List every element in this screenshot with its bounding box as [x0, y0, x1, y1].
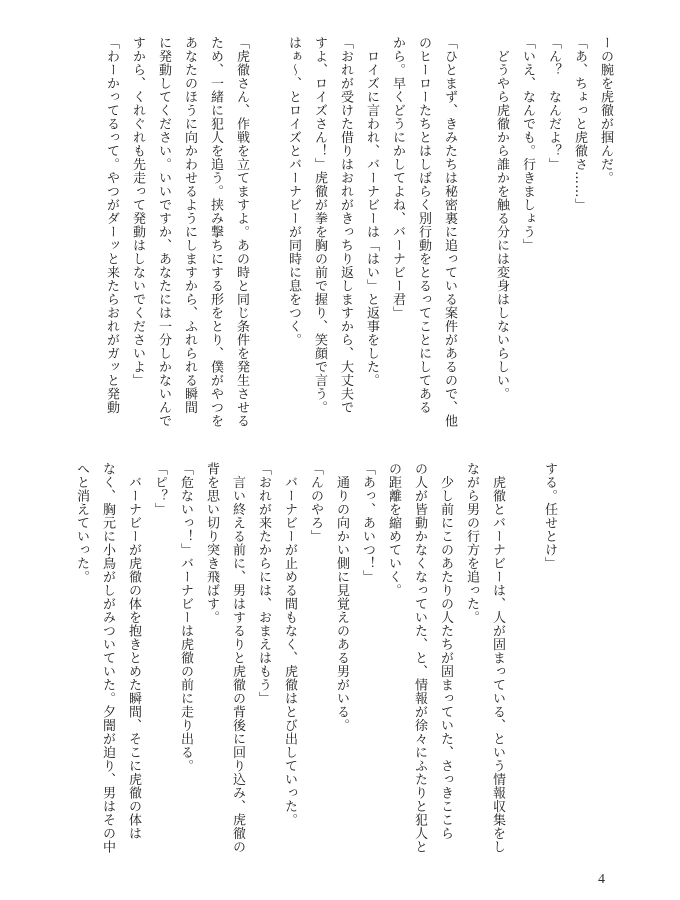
text-line: 通りの向かい側に見覚えのある男がいる。 [334, 462, 349, 732]
text-line: 虎徹とバーナビーは、人が固まっている、という情報収集をし [490, 462, 505, 854]
text-line: の距離を縮めていく。 [386, 462, 401, 597]
text-block-top [98, 36, 618, 436]
text-line: 背を思い切り突き飛ばす。 [204, 462, 219, 624]
page-number: 4 [598, 872, 605, 887]
text-line: に発動してください。いいですか、あなたには一分しかないんで [156, 36, 171, 428]
text-line: 「危ないっ！」バーナビーは虎徹の前に走り出る。 [178, 462, 193, 773]
text-line: バーナビーが虎徹の体を抱きとめた瞬間、そこに虎徹の体は [126, 462, 141, 840]
text-line: 少し前にこのあたりの人たちが固まっていた、さっきここら [438, 462, 453, 840]
text-line: 「おれが受けた借りはおれがきっちり返しますから、大丈夫で [338, 36, 353, 414]
text-line: どうやら虎徹から誰かを触る分には変身はしないらしい。 [494, 36, 509, 401]
text-line [254, 36, 280, 436]
text-line: 「おれが来たからには、おまえはもう」 [256, 462, 271, 705]
text-line: 言い終える前に、男はするりと虎徹の背後に回り込み、虎徹の [230, 462, 245, 854]
text-line: 「虎徹さん、作戦を立てますよ。あの時と同じ条件を発生させる [234, 36, 249, 428]
text-line: のヒーローたちとはしばらく別行動をとるってことにしてある [416, 36, 431, 414]
text-block-bottom [68, 462, 562, 862]
text-line: 「ひとまず、きみたちは秘密裏に追っている案件があるので、他 [442, 36, 457, 428]
text-line: から。早くどうにかしてよね、バーナビー君」 [390, 36, 405, 320]
text-line: ため、一緒に犯人を追う。挟み撃ちにする形をとり、僕がやつを [208, 36, 223, 428]
text-line: する。任せとけ」 [542, 462, 557, 570]
text-line: なく、胸元に小鳥がしがみついていた。夕闇が迫り、男はその中 [100, 462, 115, 854]
text-line: すよ、ロイズさん！」虎徹が拳を胸の前で握り、笑顔で言う。 [312, 36, 327, 414]
text-line: 「いえ、なんでも。行きましょう」 [520, 36, 535, 252]
text-line: ロイズに言われ、バーナビーは「はい」と返事をした。 [364, 36, 379, 387]
text-line: 「んのやろ」 [308, 462, 323, 543]
text-line: 「あ、ちょっと虎徹さ……」 [572, 36, 587, 212]
text-line: 「ピ？」 [152, 462, 167, 516]
text-line [462, 36, 488, 436]
text-line: へと消えていった。 [74, 462, 89, 584]
text-line: あなたのほうに向かわせるようにしますから、ふれられる瞬間 [182, 36, 197, 414]
text-line: バーナビーが止める間もなく、虎徹はとび出していった。 [282, 462, 297, 827]
text-line: ーの腕を虎徹が掴んだ。 [598, 36, 613, 185]
text-line [510, 462, 536, 862]
text-line: ながら男の行方を追った。 [464, 462, 479, 624]
text-line: の人が皆動かなくなっていた、と、情報が徐々にふたりと犯人と [412, 462, 427, 854]
text-line: はぁ～、とロイズとバーナビーが同時に息をつく。 [286, 36, 301, 347]
text-line: 「ん？ なんだよ？」 [546, 36, 561, 171]
text-line: すから、くれぐれも先走って発動はしないでくださいよ」 [130, 36, 145, 387]
text-line: 「わーかってるって。やつがダーッと来たらおれがガッと発動 [104, 36, 119, 414]
text-line: 「あっ、あいつ！」 [360, 462, 375, 584]
